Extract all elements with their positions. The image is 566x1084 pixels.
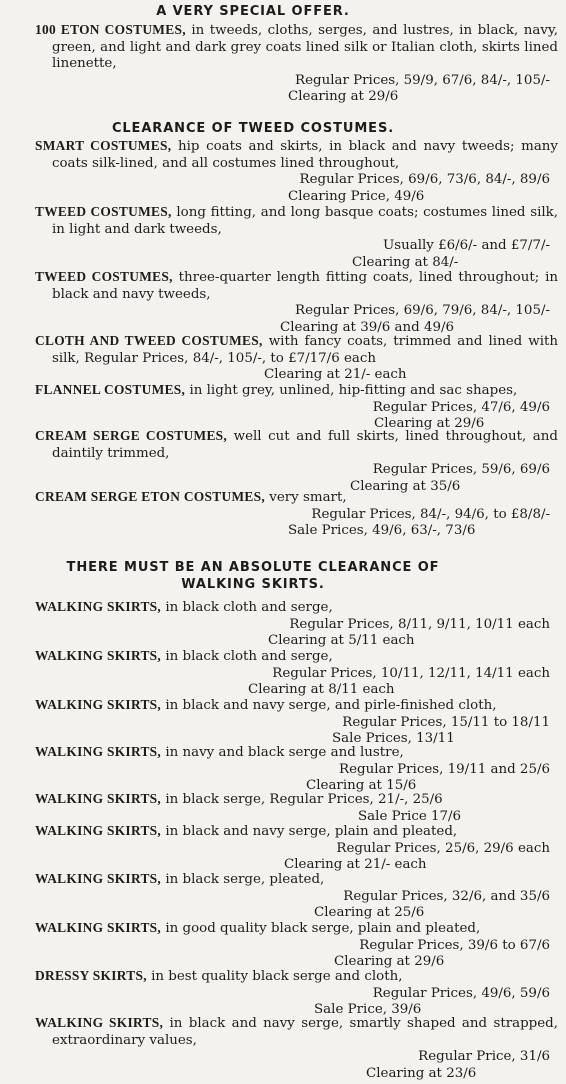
item-description: in black cloth and serge, [161, 600, 333, 615]
clearing-price: Clearing at 29/6 [334, 954, 445, 970]
tweed-section-heading [0, 121, 506, 137]
regular-prices: Regular Prices, 19/11 and 25/6 [339, 761, 550, 777]
clearing-price: Clearing at 15/6 [306, 778, 417, 794]
list-item [0, 871, 566, 922]
special-offer-title: A VERY SPECIAL OFFER. [156, 4, 350, 19]
list-item [0, 333, 566, 384]
item-name: TWEED COSTUMES, [35, 204, 172, 219]
item-name: 100 ETON COSTUMES, [35, 22, 186, 37]
list-item [0, 823, 566, 874]
item-description: in light grey, unlined, hip-fitting and sac shapes, [185, 383, 518, 398]
item-description: with fancy coats, trimmed and lined with silk, Regular Prices, 84/-, 105/-, to £7/17/6 each [52, 334, 558, 366]
item-name: SMART COSTUMES, [35, 138, 172, 153]
item-name: CREAM SERGE COSTUMES, [35, 428, 228, 443]
clearing-price: Clearing at 21/- each [284, 857, 427, 873]
regular-prices: Regular Prices, 39/6 to 67/6 [359, 937, 550, 953]
item-description: long fitting, and long basque coats; costumes lined silk, in light and dark tweeds, [52, 205, 559, 237]
regular-prices: Regular Prices, 32/6, and 35/6 [343, 888, 550, 904]
list-item [0, 920, 566, 971]
item-description: hip coats and skirts, in black and navy tweeds; many coats silk-lined, and all costumes lined throughout, [52, 139, 558, 171]
regular-prices: Regular Prices, 69/6, 79/6, 84/-, 105/- [295, 303, 550, 319]
list-item [0, 697, 566, 748]
item-description: three-quarter length fitting coats, lined throughout; in black and navy tweeds, [52, 270, 558, 302]
clearing-price: Clearing at 5/11 each [268, 633, 415, 649]
regular-prices: Regular Prices, 59/9, 67/6, 84/-, 105/- [295, 72, 550, 88]
item-description: in black serge, pleated, [161, 872, 325, 887]
item-name: WALKING SKIRTS, [35, 599, 162, 614]
clearing-price: Clearing at 21/- each [264, 367, 407, 383]
list-item [0, 428, 566, 495]
list-item [0, 489, 566, 540]
list-item [0, 138, 566, 205]
item-description: very smart, [265, 490, 347, 505]
item-name: WALKING SKIRTS, [35, 871, 162, 886]
skirts-section-heading [0, 560, 506, 593]
item-name: FLANNEL COSTUMES, [35, 382, 186, 397]
list-item [0, 791, 566, 825]
item-name: WALKING SKIRTS, [35, 648, 162, 663]
list-item [0, 204, 566, 271]
item-description: in black and navy serge, plain and pleated, [161, 824, 458, 839]
regular-prices: Regular Prices, 84/-, 94/6, to £8/8/- [311, 506, 550, 522]
skirts-section-title: THERE MUST BE AN ABSOLUTE CLEARANCE OF [66, 560, 440, 575]
clearing-price: Clearing at 8/11 each [248, 682, 395, 698]
regular-prices: Regular Prices, 49/6, 59/6 [372, 985, 550, 1001]
tweed-section-title: CLEARANCE OF TWEED COSTUMES. [111, 121, 395, 136]
clearing-price: Clearing at 23/6 [366, 1065, 477, 1081]
sale-price: Sale Price 17/6 [358, 808, 462, 824]
clearing-price: Clearing at 29/6 [374, 416, 485, 432]
clearing-price: Clearing at 39/6 and 49/6 [280, 319, 455, 335]
special-offer-heading [0, 4, 506, 20]
list-item [0, 1015, 566, 1082]
item-description: in black cloth and serge, [161, 649, 333, 664]
sale-price: Sale Prices, 49/6, 63/-, 73/6 [288, 523, 476, 539]
skirts-section-subtitle: WALKING SKIRTS. [181, 577, 325, 592]
regular-prices: Regular Prices, 25/6, 29/6 each [336, 840, 550, 856]
item-description: in black and navy serge, and pirle-finished cloth, [161, 698, 497, 713]
list-item [0, 269, 566, 336]
item-description: in black and navy serge, smartly shaped and strapped, extraordinary values, [52, 1016, 558, 1048]
item-name: CREAM SERGE ETON COSTUMES, [35, 489, 266, 504]
list-item [0, 599, 566, 650]
regular-prices: Regular Prices, 59/6, 69/6 [372, 462, 550, 478]
regular-prices: Regular Prices, 47/6, 49/6 [372, 399, 550, 415]
regular-prices: Regular Prices, 69/6, 73/6, 84/-, 89/6 [299, 172, 550, 188]
special-offer-item [0, 22, 566, 106]
item-description: in best quality black serge and cloth, [146, 969, 403, 984]
item-name: WALKING SKIRTS, [35, 744, 162, 759]
item-name: CLOTH AND TWEED COSTUMES, [35, 333, 263, 348]
item-description: well cut and full skirts, lined throughout, and daintily trimmed, [52, 429, 558, 461]
item-name: WALKING SKIRTS, [35, 1015, 164, 1030]
regular-prices: Regular Prices, 10/11, 12/11, 14/11 each [272, 665, 550, 681]
sale-price: Sale Price, 39/6 [314, 1002, 422, 1018]
regular-prices: Usually £6/6/- and £7/7/- [382, 238, 550, 254]
item-description: in tweeds, cloths, serges, and lustres, in black, navy, green, and light and dark grey coats lined silk or Italian cloth, skirts lined linenette, [52, 23, 558, 72]
regular-prices: Regular Prices, 15/11 to 18/11 [342, 714, 550, 730]
item-name: WALKING SKIRTS, [35, 697, 162, 712]
list-item [0, 968, 566, 1019]
item-description: in black serge, Regular Prices, 21/-, 25/6 [161, 792, 443, 807]
clearing-price: Clearing at 84/- [352, 254, 459, 270]
list-item [0, 382, 566, 433]
item-name: WALKING SKIRTS, [35, 920, 162, 935]
clearing-price: Clearing at 25/6 [314, 905, 425, 921]
item-name: WALKING SKIRTS, [35, 791, 162, 806]
item-name: DRESSY SKIRTS, [35, 968, 147, 983]
item-description: in good quality black serge, plain and pleated, [161, 921, 481, 936]
list-item [0, 744, 566, 795]
clearing-price: Clearing at 29/6 [288, 89, 399, 105]
clearing-price: Clearing at 35/6 [350, 478, 461, 494]
item-name: TWEED COSTUMES, [35, 269, 173, 284]
item-name: WALKING SKIRTS, [35, 823, 162, 838]
sale-price: Sale Prices, 13/11 [332, 731, 455, 747]
item-description: in navy and black serge and lustre, [161, 745, 404, 760]
regular-prices: Regular Prices, 8/11, 9/11, 10/11 each [289, 616, 550, 632]
clearing-price: Clearing Price, 49/6 [288, 188, 425, 204]
list-item [0, 648, 566, 699]
regular-prices: Regular Price, 31/6 [418, 1049, 550, 1065]
